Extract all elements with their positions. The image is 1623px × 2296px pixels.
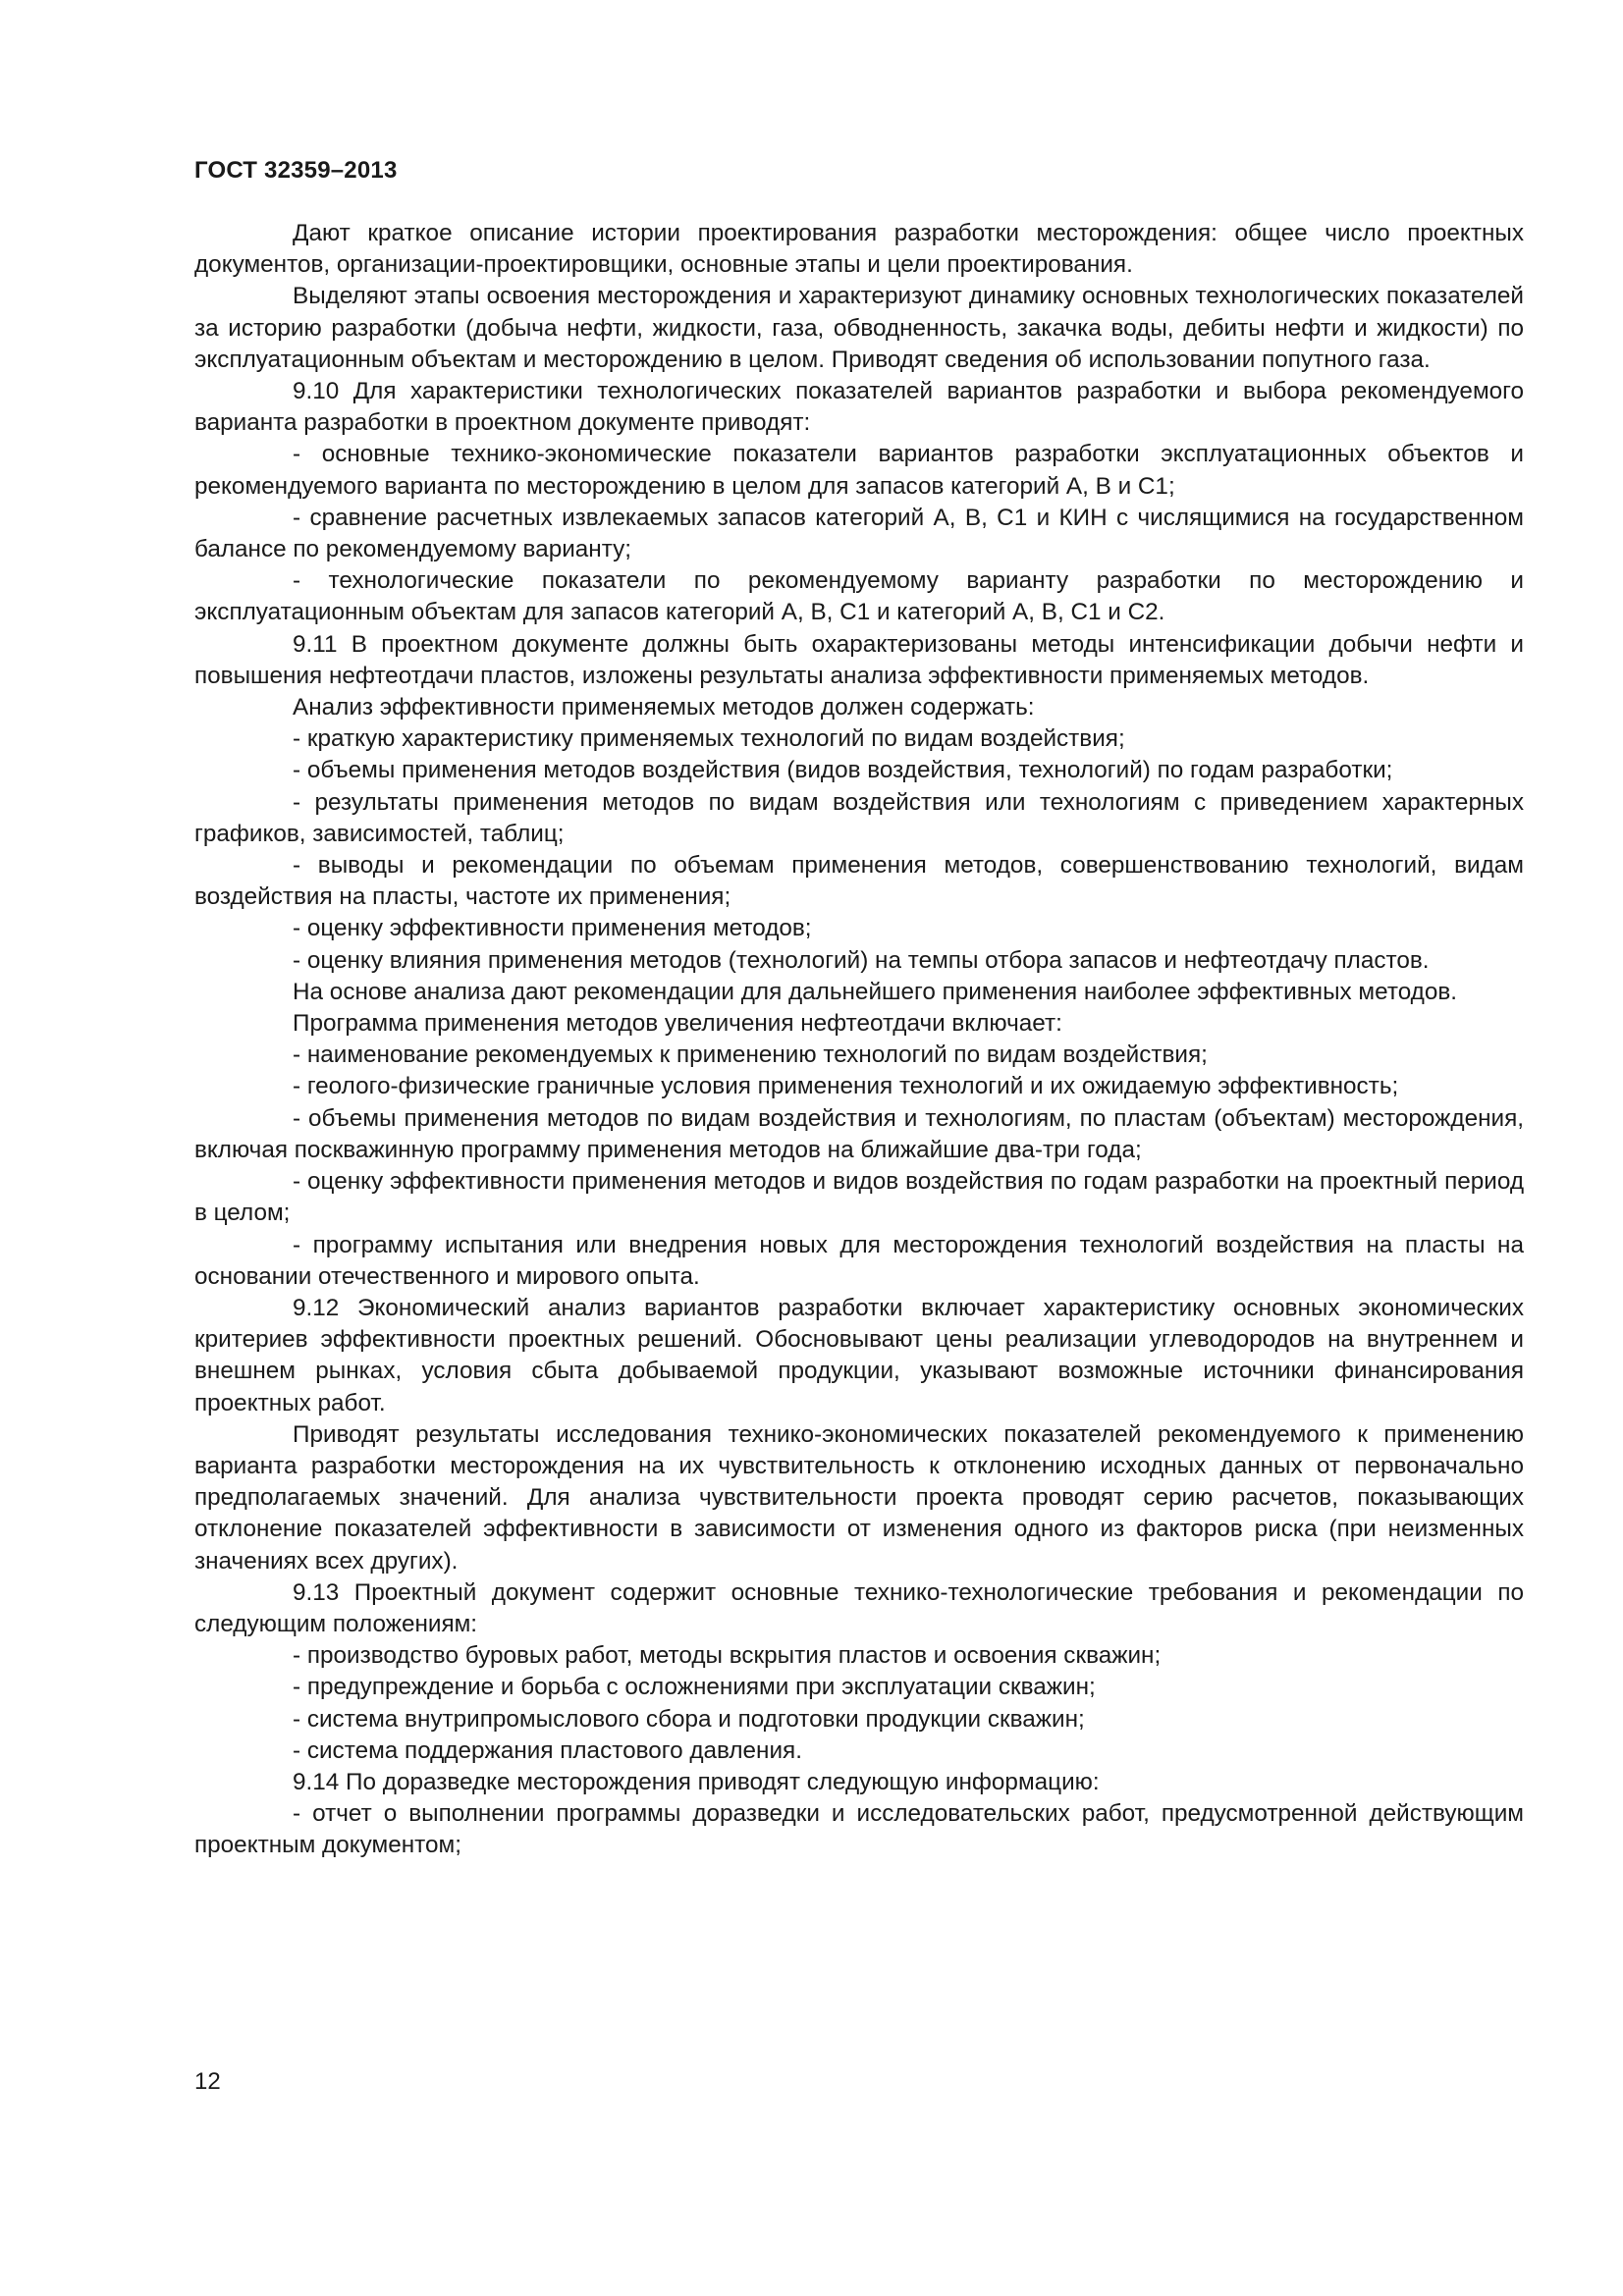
paragraph: Программа применения методов увеличения нефтеотдачи включает: xyxy=(293,1010,1062,1038)
document-body xyxy=(194,218,1524,1862)
page-number: 12 xyxy=(194,2068,221,2095)
paragraph: Выделяют этапы освоения месторождения и характеризуют динамику основных технологических показателей за историю разработки (добыча нефти, жидкости, газа, обводненность, закачка воды, дебиты нефти и жидкости) по эксплуатационным объектам и месторождению в целом. Приводят сведения об использовании попутного газа. xyxy=(194,283,1524,373)
list-item: - программу испытания или внедрения новых для месторождения технологий воздействия на пласты на основании отечественного и мирового опыта. xyxy=(194,1231,1524,1290)
list-item: - оценку эффективности применения методов и видов воздействия по годам разработки на проектный период в целом; xyxy=(194,1168,1524,1227)
list-item: - геолого-физические граничные условия применения технологий и их ожидаемую эффективность; xyxy=(293,1073,1399,1100)
list-item: - оценку эффективности применения методов; xyxy=(293,915,812,942)
list-item: - краткую характеристику применяемых технологий по видам воздействия; xyxy=(293,725,1125,753)
list-item: - результаты применения методов по видам воздействия или технологиям с приведением характерных графиков, зависимостей, таблиц; xyxy=(194,788,1524,847)
list-item: - объемы применения методов по видам воздействия и технологиям, по пластам (объектам) месторождения, включая поскважинную программу применения методов на ближайшие два-три года; xyxy=(194,1104,1524,1163)
list-item: - предупреждение и борьба с осложнениями при эксплуатации скважин; xyxy=(293,1674,1096,1701)
document-header: ГОСТ 32359–2013 xyxy=(194,157,398,184)
paragraph: На основе анализа дают рекомендации для дальнейшего применения наиболее эффективных методов. xyxy=(293,978,1458,1005)
paragraph: 9.12 Экономический анализ вариантов разработки включает характеристику основных экономических критериев эффективности проектных решений. Обосновывают цены реализации углеводородов на внутреннем и внешнем рынках, условия сбыта добываемой продукции, указывают возможные источники финансирования проектных работ. xyxy=(194,1294,1524,1416)
list-item: - технологические показатели по рекомендуемому варианту разработки по месторождению и эксплуатационным объектам для запасов категорий А, В, С1 и категорий А, В, С1 и С2. xyxy=(194,567,1524,626)
list-item: - система поддержания пластового давления. xyxy=(293,1736,802,1764)
paragraph: Приводят результаты исследования технико-экономических показателей рекомендуемого к применению варианта разработки месторождения на их чувствительность к отклонению исходных данных от первоначально предполагаемых значений. Для анализа чувствительности проекта проводят серию расчетов, показывающих отклонение показателей эффективности в зависимости от изменения одного из факторов риска (при неизменных значениях всех других). xyxy=(194,1420,1524,1575)
list-item: - сравнение расчетных извлекаемых запасов категорий А, В, С1 и КИН с числящимися на государственном балансе по рекомендуемому варианту; xyxy=(194,504,1524,563)
list-item: - оценку влияния применения методов (технологий) на темпы отбора запасов и нефтеотдачу пластов. xyxy=(293,946,1430,974)
paragraph: 9.14 По доразведке месторождения приводят следующую информацию: xyxy=(293,1768,1100,1795)
paragraph: Анализ эффективности применяемых методов должен содержать: xyxy=(293,694,1035,721)
paragraph: 9.13 Проектный документ содержит основные технико-технологические требования и рекомендации по следующим положениям: xyxy=(194,1578,1524,1637)
list-item: - система внутрипромыслового сбора и подготовки продукции скважин; xyxy=(293,1705,1085,1733)
list-item: - отчет о выполнении программы доразведки и исследовательских работ, предусмотренной действующим проектным документом; xyxy=(194,1800,1524,1859)
paragraph: 9.11 В проектном документе должны быть охарактеризованы методы интенсификации добычи нефти и повышения нефтеотдачи пластов, изложены результаты анализа эффективности применяемых методов. xyxy=(194,630,1524,689)
paragraph: 9.10 Для характеристики технологических показателей вариантов разработки и выбора рекомендуемого варианта разработки в проектном документе приводят: xyxy=(194,378,1524,437)
list-item: - производство буровых работ, методы вскрытия пластов и освоения скважин; xyxy=(293,1642,1162,1670)
list-item: - выводы и рекомендации по объемам применения методов, совершенствованию технологий, видам воздействия на пласты, частоте их применения; xyxy=(194,852,1524,911)
list-item: - объемы применения методов воздействия (видов воздействия, технологий) по годам разработки; xyxy=(293,757,1393,784)
list-item: - наименование рекомендуемых к применению технологий по видам воздействия; xyxy=(293,1041,1208,1069)
paragraph: Дают краткое описание истории проектирования разработки месторождения: общее число проектных документов, организации-проектировщики, основные этапы и цели проектирования. xyxy=(194,220,1524,279)
list-item: - основные технико-экономические показатели вариантов разработки эксплуатационных объектов и рекомендуемого варианта по месторождению в целом для запасов категорий А, В и С1; xyxy=(194,441,1524,500)
